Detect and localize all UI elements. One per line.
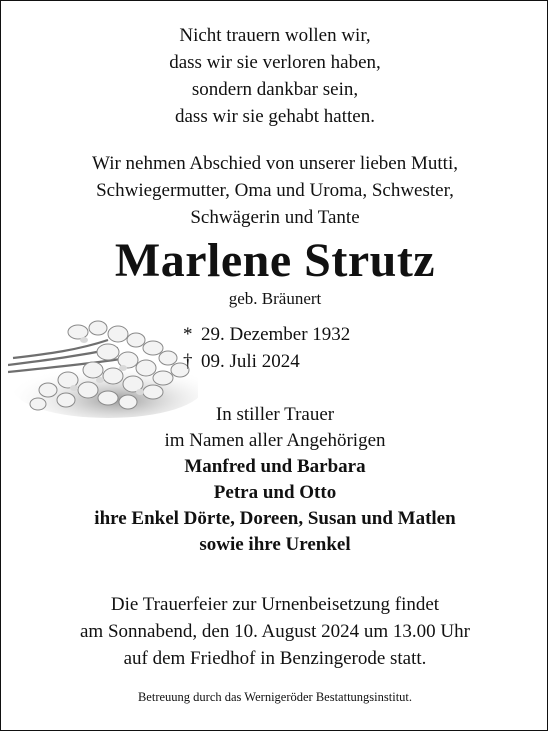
mourner-name: sowie ihre Urenkel — [199, 534, 351, 555]
mourners-line: im Namen aller Angehörigen — [164, 430, 386, 451]
deceased-name: Marlene Strutz — [114, 234, 436, 287]
mourner-name: ihre Enkel Dörte, Doreen, Susan und Matlen — [94, 508, 456, 529]
poem-line: dass wir sie gehabt hatten. — [175, 106, 375, 127]
intro-line: Schwägerin und Tante — [190, 207, 360, 228]
poem-line: Nicht trauern wollen wir, — [179, 25, 371, 46]
birth-star-icon: * — [183, 324, 193, 345]
intro-line: Schwiegermutter, Oma und Uroma, Schwester, — [96, 180, 454, 201]
death-date: 09. Juli 2024 — [201, 351, 300, 372]
poem-line: dass wir sie verloren haben, — [169, 52, 381, 73]
poem — [0, 22, 550, 130]
funeral-line: auf dem Friedhof in Benzingerode statt. — [123, 648, 427, 669]
mourner-name: Petra und Otto — [213, 482, 337, 503]
life-dates — [183, 321, 350, 375]
birth-row — [183, 321, 350, 348]
funeral-line: Die Trauerfeier zur Urnenbeisetzung findet — [110, 594, 440, 615]
funeral-info — [0, 591, 550, 672]
footer-note: Betreuung durch das Wernigeröder Bestattungsinstitut. — [137, 690, 413, 704]
mourners-line: In stiller Trauer — [215, 404, 335, 425]
birth-name: geb. Bräunert — [228, 289, 322, 308]
farewell-intro — [0, 150, 550, 231]
death-cross-icon: † — [183, 351, 193, 372]
mourner-name: Manfred und Barbara — [184, 456, 366, 477]
birth-date: 29. Dezember 1932 — [201, 324, 351, 345]
death-row — [183, 348, 350, 375]
intro-line: Wir nehmen Abschied von unserer lieben Mutti, — [92, 153, 458, 174]
mourners — [0, 402, 550, 558]
funeral-line: am Sonnabend, den 10. August 2024 um 13.00 Uhr — [79, 621, 470, 642]
poem-line: sondern dankbar sein, — [191, 79, 359, 100]
